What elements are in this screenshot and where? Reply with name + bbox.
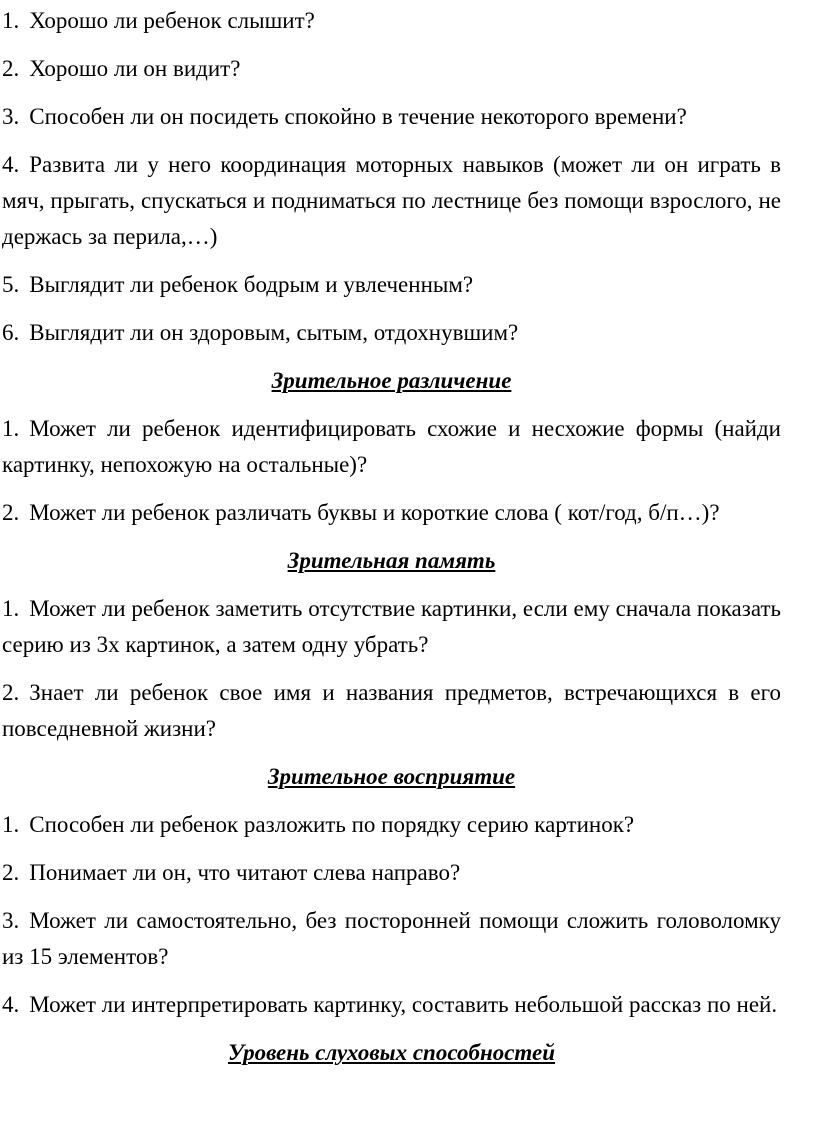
list-item: 1. Может ли ребенок заметить отсутствие картинки, если ему сначала показать серию из 3х картинок, а затем одну убрать?	[2, 596, 781, 657]
list-item: 5. Выглядит ли ребенок бодрым и увлеченным?	[2, 272, 474, 297]
list-item: 2. Может ли ребенок различать буквы и короткие слова ( кот/год, б/п…)?	[2, 500, 720, 525]
section-heading-visual-discrimination: Зрительное различение	[271, 368, 512, 393]
list-item: 1. Может ли ребенок идентифицировать схожие и несхожие формы (найди картинку, непохожую на остальные)?	[2, 416, 781, 477]
list-item: 4. Развита ли у него координация моторных навыков (может ли он играть в мяч, прыгать, спускаться и подниматься по лестнице без помощи взрослого, не держась за перила,…)	[2, 152, 781, 249]
section-heading-visual-memory: Зрительная память	[287, 548, 496, 573]
section-heading-visual-perception: Зрительное восприятие	[267, 764, 516, 789]
list-item: 2. Знает ли ребенок свое имя и названия предметов, встречающихся в его повседневной жизни?	[2, 680, 781, 741]
list-item: 2. Хорошо ли он видит?	[2, 56, 241, 81]
list-item: 1. Хорошо ли ребенок слышит?	[2, 8, 315, 33]
list-item: 1. Способен ли ребенок разложить по порядку серию картинок?	[2, 812, 635, 837]
section-heading-auditory: Уровень слуховых способностей	[227, 1040, 556, 1065]
list-item: 4. Может ли интерпретировать картинку, составить небольшой рассказ по ней.	[2, 992, 778, 1017]
list-item: 6. Выглядит ли он здоровым, сытым, отдохнувшим?	[2, 320, 519, 345]
list-item: 3. Способен ли он посидеть спокойно в течение некоторого времени?	[2, 104, 687, 129]
list-item: 2. Понимает ли он, что читают слева направо?	[2, 860, 461, 885]
list-item: 3. Может ли самостоятельно, без посторонней помощи сложить головоломку из 15 элементов?	[2, 908, 781, 969]
